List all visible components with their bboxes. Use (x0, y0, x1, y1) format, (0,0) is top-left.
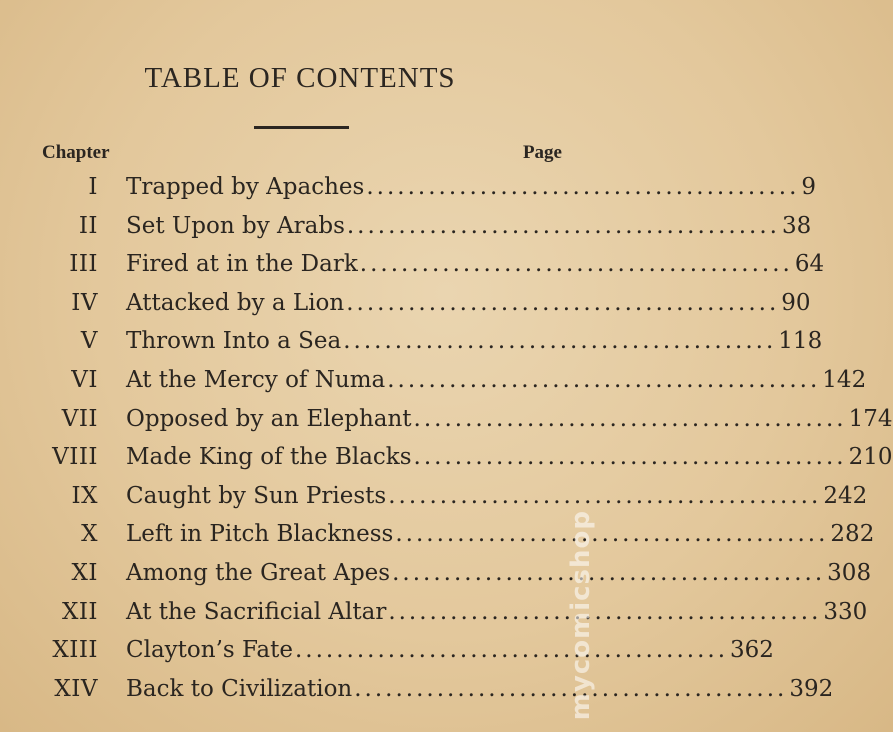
toc-entry (0, 477, 868, 516)
page-number: 362 (730, 637, 774, 664)
dot-leader: .......................................... (392, 559, 826, 586)
chapter-title: At the Sacrificial Altar (126, 598, 387, 625)
page-number: 282 (830, 521, 875, 548)
toc-entry (0, 670, 834, 709)
dot-leader: .......................................... (346, 289, 780, 316)
page-number: 210 (848, 444, 893, 471)
chapter-title: Left in Pitch Blackness (126, 521, 394, 548)
toc-entry (0, 631, 774, 670)
chapter-numeral: II (78, 212, 98, 239)
page-number: 64 (794, 251, 825, 278)
chapter-title: Made King of the Blacks (126, 444, 412, 471)
chapter-title: Opposed by an Elephant (126, 405, 412, 432)
dot-leader: .......................................... (388, 598, 822, 625)
page-number: 330 (823, 598, 868, 625)
chapter-title: Caught by Sun Priests (126, 482, 387, 509)
chapter-title: Fired at in the Dark (126, 251, 358, 278)
chapter-title: Back to Civilization (126, 675, 353, 702)
chapter-numeral: IX (71, 482, 98, 509)
dot-leader: .......................................... (388, 482, 822, 509)
toc-list (0, 168, 893, 708)
chapter-numeral: I (88, 174, 98, 200)
page-column-header: Page (522, 142, 562, 163)
chapter-numeral: XIV (54, 675, 98, 702)
chapter-numeral: III (69, 251, 98, 278)
watermark: mycomicshop (566, 509, 596, 720)
toc-entry (0, 515, 875, 554)
dot-leader: .......................................... (387, 366, 821, 393)
chapter-title: Clayton’s Fate (126, 637, 293, 664)
chapter-title: Among the Great Apes (126, 559, 391, 586)
toc-entry (0, 400, 893, 439)
toc-entry (0, 438, 893, 477)
page-number: 308 (827, 559, 872, 586)
chapter-numeral: VIII (52, 444, 98, 471)
toc-entry (0, 554, 872, 593)
toc-entry (0, 245, 825, 284)
dot-leader: .......................................... (346, 212, 780, 239)
chapter-numeral: XI (71, 559, 98, 586)
chapter-numeral: IV (71, 289, 98, 316)
chapter-numeral: X (81, 521, 98, 548)
page-number: 142 (822, 366, 867, 393)
chapter-title: Thrown Into a Sea (126, 328, 342, 355)
page-title: TABLE OF CONTENTS (144, 62, 456, 94)
chapter-title: Attacked by a Lion (126, 289, 345, 316)
toc-entry (0, 593, 868, 632)
dot-leader: .......................................... (413, 405, 847, 432)
chapter-title: At the Mercy of Numa (126, 366, 386, 393)
dot-leader: .......................................... (359, 251, 793, 278)
page-number: 118 (778, 328, 823, 355)
chapter-column-header: Chapter (42, 142, 110, 163)
chapter-numeral: XIII (52, 637, 98, 664)
chapter-title: Trapped by Apaches (126, 174, 365, 200)
toc-entry (0, 207, 812, 246)
chapter-numeral: V (80, 328, 98, 355)
dot-leader: .......................................... (343, 328, 777, 355)
chapter-numeral: VII (61, 405, 98, 432)
chapter-numeral: XII (61, 598, 98, 625)
page-number: 174 (848, 405, 893, 432)
title-rule (254, 126, 349, 129)
toc-entry (0, 284, 811, 323)
dot-leader: .......................................... (395, 521, 829, 548)
page-number: 38 (781, 212, 812, 239)
chapter-title: Set Upon by Arabs (126, 212, 345, 239)
chapter-numeral: VI (71, 366, 98, 393)
dot-leader: .......................................... (354, 675, 788, 702)
toc-entry (0, 361, 867, 400)
toc-entry (0, 168, 817, 207)
page-number: 9 (801, 174, 817, 200)
dot-leader: .......................................... (366, 174, 800, 200)
page-number: 90 (781, 289, 811, 316)
dot-leader: .......................................... (294, 637, 729, 664)
dot-leader: .......................................... (413, 444, 847, 471)
page-number: 242 (823, 482, 868, 509)
toc-entry (0, 322, 823, 361)
page-number: 392 (789, 675, 834, 702)
